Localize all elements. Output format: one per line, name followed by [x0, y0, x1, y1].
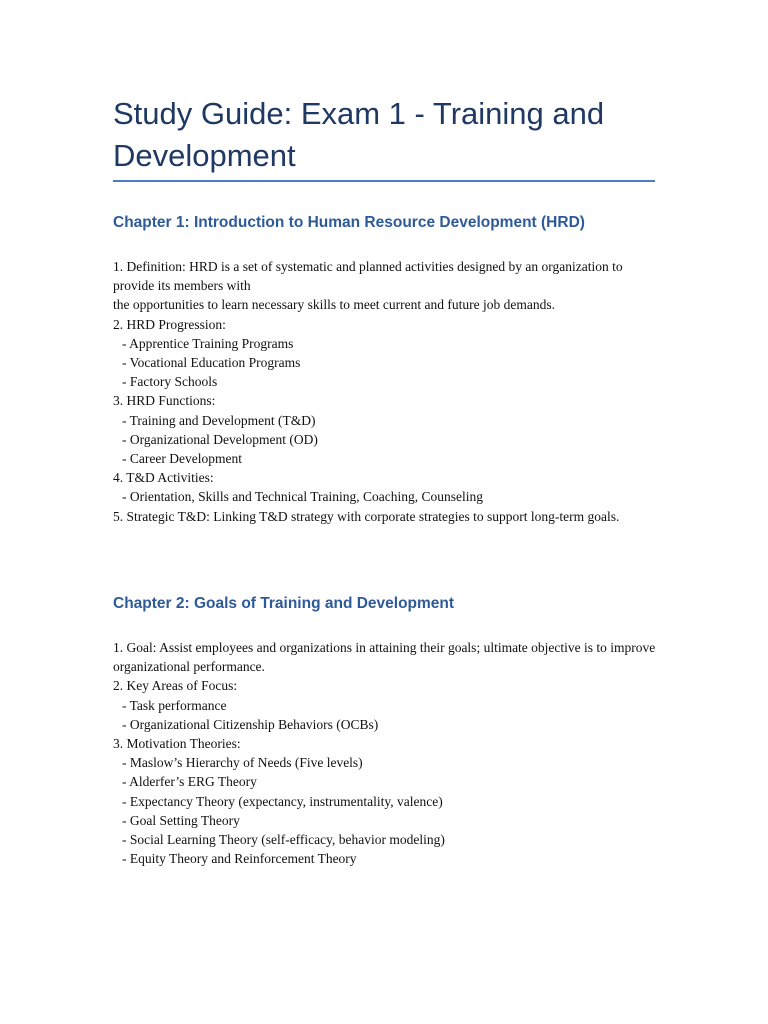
chapter-2-line: - Social Learning Theory (self-efficacy, behavior modeling) [122, 832, 445, 848]
chapter-1-line: 1. Definition: HRD is a set of systematic and planned activities designed by an organization to provide its members with [113, 259, 623, 294]
chapter-1-heading: Chapter 1: Introduction to Human Resource Development (HRD) [113, 214, 585, 231]
chapter-1-line: - Career Development [122, 451, 242, 467]
chapter-2-line: 3. Motivation Theories: [113, 736, 241, 752]
chapter-2-line: 2. Key Areas of Focus: [113, 678, 238, 694]
chapter-1-line: - Apprentice Training Programs [122, 335, 294, 351]
chapter-2-line: - Goal Setting Theory [122, 812, 240, 828]
chapter-1-line: - Factory Schools [122, 374, 218, 390]
chapter-1-line: - Vocational Education Programs [122, 355, 301, 371]
chapter-2-line: - Equity Theory and Reinforcement Theory [122, 851, 357, 867]
chapter-1-line: 4. T&D Activities: [113, 470, 214, 486]
chapter-2-line: 1. Goal: Assist employees and organizations in attaining their goals; ultimate objective is to improve organizational performance. [113, 640, 656, 675]
chapter-2-heading: Chapter 2: Goals of Training and Development [113, 595, 455, 612]
chapter-1-body [113, 257, 658, 526]
chapter-1-line: - Orientation, Skills and Technical Training, Coaching, Counseling [122, 489, 484, 505]
chapter-1-line: 5. Strategic T&D: Linking T&D strategy with corporate strategies to support long-term goals. [113, 508, 620, 524]
chapter-2-line: - Maslow’s Hierarchy of Needs (Five levels) [122, 755, 363, 771]
chapter-1-line: 3. HRD Functions: [113, 393, 216, 409]
chapter-1-line: the opportunities to learn necessary skills to meet current and future job demands. [113, 297, 555, 313]
chapter-1-line: - Organizational Development (OD) [122, 431, 318, 447]
title-divider [113, 180, 655, 182]
chapter-2-body [113, 638, 658, 868]
chapter-2-line: - Alderfer’s ERG Theory [122, 774, 257, 790]
chapter-2-line: - Organizational Citizenship Behaviors (OCBs) [122, 716, 379, 732]
page-title: Study Guide: Exam 1 - Training and Development [113, 96, 605, 173]
chapter-2-line: - Task performance [122, 697, 227, 713]
chapter-1-line: - Training and Development (T&D) [122, 412, 316, 428]
chapter-1-line: 2. HRD Progression: [113, 316, 226, 332]
chapter-2-line: - Expectancy Theory (expectancy, instrumentality, valence) [122, 793, 443, 809]
